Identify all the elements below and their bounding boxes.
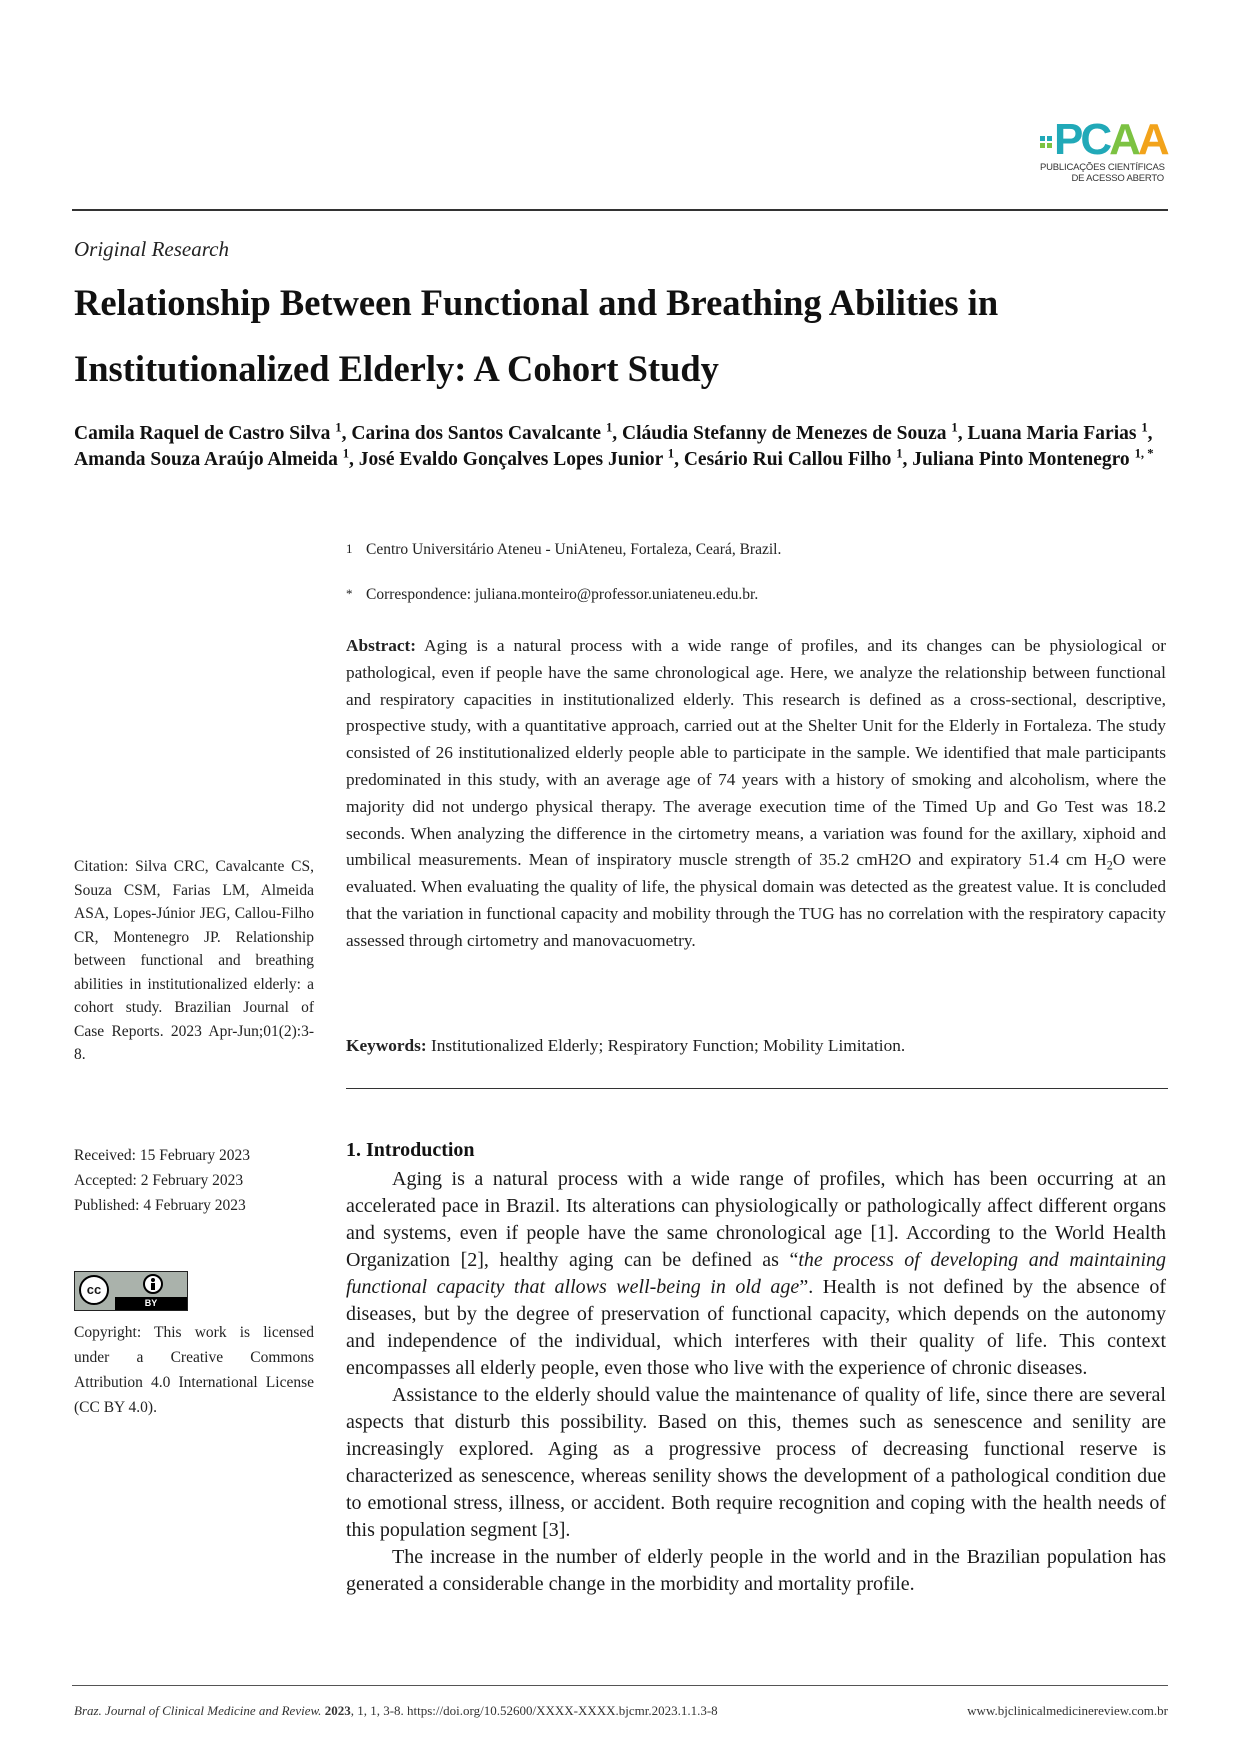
footer-citation: Braz. Journal of Clinical Medicine and Review. 2023, 1, 1, 3-8. https://doi.org/10.52600/XXXX-XXXX.bjcmr.2023.1.1.3-8 (74, 1703, 718, 1718)
header-divider (72, 209, 1168, 211)
abstract-label: Abstract: (346, 636, 417, 655)
correspondence: * Correspondence: juliana.monteiro@professor.uniateneu.edu.br. (346, 586, 759, 603)
affiliation: 1 Centro Universitário Ateneu - UniAteneu, Fortaleza, Ceará, Brazil. (346, 541, 782, 558)
publisher-logo (1040, 116, 1170, 194)
author-affiliation-mark: 1 (342, 446, 350, 461)
author-name: Carina dos Santos Cavalcante (351, 423, 602, 444)
author (74, 446, 350, 470)
author-name: Amanda Souza Araújo Almeida (74, 449, 338, 470)
author (967, 420, 1148, 444)
paragraph: The increase in the number of elderly people in the world and in the Brazilian population has generated a considerable change in the morbidity and mortality profile. (346, 1546, 1166, 1595)
article-title: Relationship Between Functional and Breathing Abilities in Institutionalized Elderly: A Cohort Study (74, 282, 999, 389)
logo-subtitle: PUBLICAÇÕES CIENTÍFICAS DE ACESSO ABERTO (1040, 162, 1165, 184)
author-affiliation-mark: 1 (951, 420, 958, 435)
author-name: Cláudia Stefanny de Menezes de Souza (622, 423, 947, 444)
who-quote: the process of developing and maintaining functional capacity that allows well-being in old age (346, 1249, 1166, 1298)
author (351, 420, 613, 444)
author-affiliation-mark: 1 (896, 446, 903, 461)
received-date: Received: 15 February 2023 (74, 1147, 251, 1164)
copyright-notice: Copyright: This work is licensed under a Creative Commons Attribution 4.0 International License (CC BY 4.0). (74, 1324, 314, 1416)
keywords-label: Keywords: (346, 1036, 427, 1055)
section-heading: 1. Introduction (346, 1139, 475, 1161)
citation: Citation: Silva CRC, Cavalcante CS, Souza CSM, Farias LM, Almeida ASA, Lopes-Júnior JEG, Callou-Filho CR, Montenegro JP. Relationship between functional and breathing abilities in institutionalized elderly: a cohort study. Brazilian Journal of Case Reports. 2023 Apr-Jun;01(2):3-8. (74, 858, 314, 1063)
attribution-person-icon (143, 1274, 163, 1294)
author (74, 420, 342, 444)
author (358, 446, 675, 470)
paragraph: Assistance to the elderly should value the maintenance of quality of life, since there are several aspects that disturb this possibility. Based on this, themes such as senescence and senility are increasingly explored. Aging as a progressive process of decreasing functional reserve is characterized as senescence, whereas senility shows the development of a pathological condition due to emotional stress, illness, or accident. Both require recognition and coping with the health needs of this population segment [3]. (346, 1384, 1166, 1541)
introduction-body (346, 1166, 1166, 1598)
published-date: Published: 4 February 2023 (74, 1197, 246, 1214)
author-affiliation-mark: 1 (605, 420, 613, 435)
author (912, 446, 1154, 470)
article-type: Original Research (74, 237, 229, 261)
author-name: Juliana Pinto Montenegro (912, 449, 1130, 470)
keywords: Keywords: Institutionalized Elderly; Respiratory Function; Mobility Limitation. (346, 1036, 906, 1055)
author (683, 446, 903, 470)
abstract: Abstract: Aging is a natural process with a wide range of profiles, and its changes can be physiological or pathological, even if people have the same chronological age. Here, we analyze the relationship between functional and respiratory capacities in institutionalized elderly. This research is defined as a cross-sectional, descriptive, prospective study, with a quantitative approach, carried out at the Shelter Unit for the Elderly in Fortaleza. The study consisted of 26 institutionalized elderly people able to participate in the sample. We identified that male participants predominated in this study, with an average age of 74 years with a history of smoking and alcoholism, where the majority did not undergo physical therapy. The average execution time of the Timed Up and Go Test was 18.2 seconds. When analyzing the difference in the cirtometry means, a variation was found for the axillary, xiphoid and umbilical measurements. Mean of inspiratory muscle strength of 35.2 cmH2O and expiratory 51.4 cm $H_2O$ were evaluated. When evaluating the quality of life, the physical domain was detected as the greatest value. It is concluded that the variation in functional capacity and mobility through the TUG has no correlation with the respiratory capacity assessed through cirtometry and manovacuometry. (346, 636, 1166, 950)
footer-divider (72, 1685, 1168, 1686)
author-name: José Evaldo Gonçalves Lopes Junior (358, 449, 663, 470)
author-affiliation-mark: 1 (667, 446, 675, 461)
author-name: Luana Maria Farias (967, 423, 1137, 444)
author-list: Camila Raquel de Castro Silva $^1$, Carina dos Santos Cavalcante $^1$, Cláudia Stefanny de Menezes de Souza $^1$, Luana Maria Farias $^1$, Amanda Souza Araújo Almeida $^1$, José Evaldo Gonçalves Lopes Junior $^1$, Cesário Rui Callou Filho $^1$, Juliana Pinto Montenegro $^{1, *}$ (74, 420, 1154, 470)
article-dates (74, 1143, 314, 1218)
logo-wordmark: PCAA (1054, 115, 1167, 164)
abstract-divider (346, 1088, 1168, 1089)
author (622, 420, 958, 444)
logo-dots-icon (1040, 136, 1052, 148)
creative-commons-icon: cc (79, 1275, 109, 1305)
journal-website-link[interactable]: www.bjclinicalmedicinereview.com.br (967, 1703, 1168, 1718)
author-name: Camila Raquel de Castro Silva (74, 423, 331, 444)
author-affiliation-mark: 1, * (1134, 446, 1154, 461)
author-affiliation-mark: 1 (335, 420, 342, 435)
cc-by-license-badge[interactable] (74, 1271, 188, 1311)
accepted-date: Accepted: 2 February 2023 (74, 1172, 244, 1189)
by-label: BY (115, 1297, 187, 1310)
paragraph: Aging is a natural process with a wide range of profiles, which has been occurring at an accelerated pace in Brazil. Its alterations can physiologically or pathologically affect different organs and systems, even if people have the same chronological age [1]. According to the World Health Organization [2], healthy aging can be defined as “the process of developing and maintaining functional capacity that allows well-being in old age”. Health is not defined by the absence of diseases, but by the degree of preservation of functional capacity, which depends on the autonomy and independence of the individual, which interferes with their quality of life. This context encompasses all elderly people, even those who live with the experience of chronic diseases. (346, 1168, 1166, 1379)
author-name: Cesário Rui Callou Filho (683, 449, 892, 470)
author-affiliation-mark: 1 (1141, 420, 1148, 435)
